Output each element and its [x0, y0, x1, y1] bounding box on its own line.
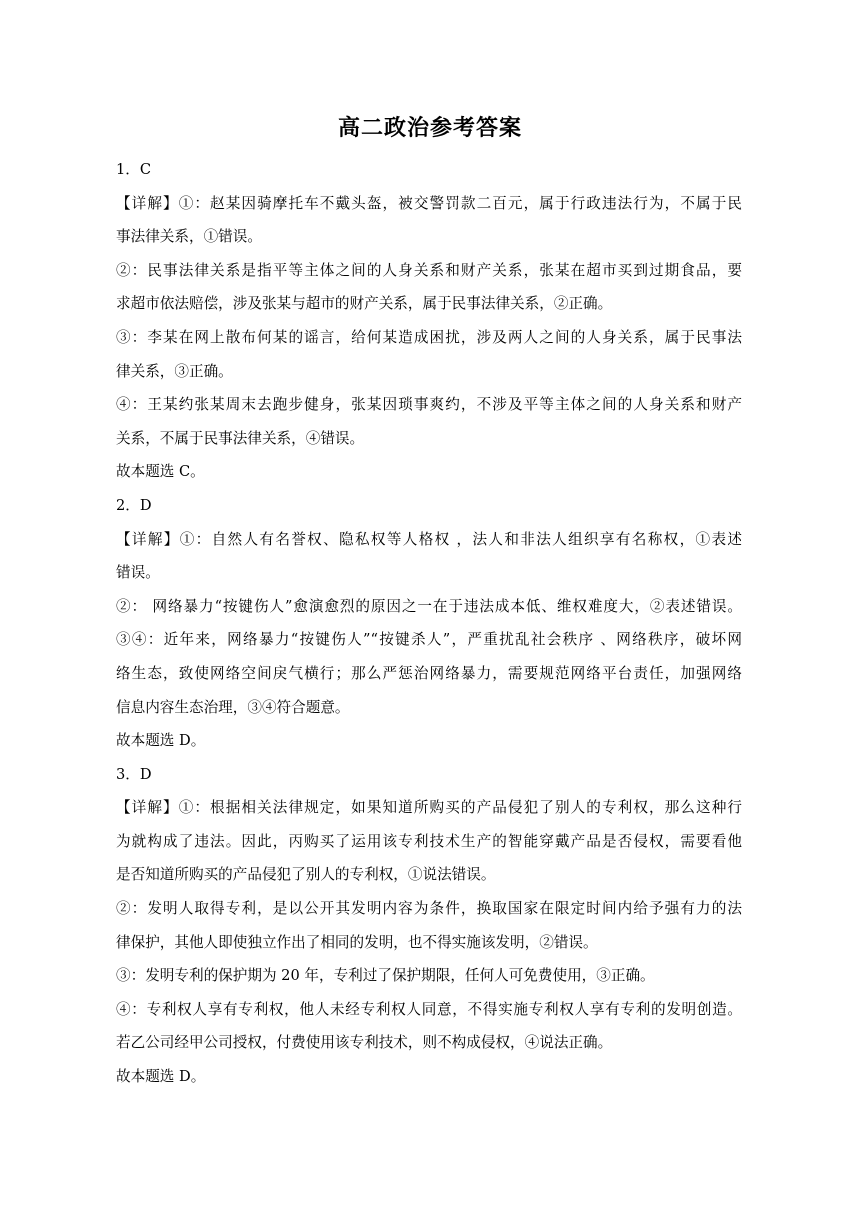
explanation-line: ④：王某约张某周末去跑步健身，张某因琐事爽约，不涉及平等主体之间的人身关系和财产: [116, 396, 742, 414]
explanation-line: 信息内容生态治理，③④符合题意。: [116, 698, 350, 716]
explanation-line: 【详解】①：赵某因骑摩托车不戴头盔，被交警罚款二百元，属于行政违法行为，不属于民: [116, 194, 742, 212]
explanation-line: ③：发明专利的保护期为 20 年，专利过了保护期限，任何人可免费使用，③正确。: [116, 967, 655, 985]
explanation-line: ③：李某在网上散布何某的谣言，给何某造成困扰，涉及两人之间的人身关系，属于民事法: [116, 328, 742, 346]
explanation-line: 事法律关系，①错误。: [116, 228, 262, 246]
explanation-line: 为就构成了违法。因此，丙购买了运用该专利技术生产的智能穿戴产品是否侵权，需要看他: [116, 832, 742, 850]
explanation-line: ②： 网络暴力“按键伤人”愈演愈烈的原因之一在于违法成本低、维权难度大，②表述错误。: [116, 597, 742, 615]
explanation-line: ③④：近年来，网络暴力“按键伤人”“按键杀人”，严重扰乱社会秩序 、网络秩序，破坏网: [116, 631, 742, 649]
explanation-line: ④：专利权人享有专利权，他人未经专利权人同意，不得实施专利权人享有专利的发明创造。: [116, 1000, 742, 1018]
conclusion-line: 故本题选 C。: [116, 463, 205, 481]
answer-number-2: 2．D: [116, 496, 152, 514]
explanation-line: 是否知道所购买的产品侵犯了别人的专利权，①说法错误。: [116, 866, 496, 884]
page-title: 高二政治参考答案: [337, 115, 522, 141]
answer-number-3: 3．D: [116, 765, 152, 783]
answer-number-1: 1．C: [116, 161, 152, 178]
explanation-line: 若乙公司经甲公司授权，付费使用该专利技术，则不构成侵权，④说法正确。: [116, 1034, 613, 1052]
explanation-line: 【详解】①：自然人有名誉权、隐私权等人格权 ，法人和非法人组织享有名称权，①表述: [116, 530, 742, 548]
explanation-line: ②：民事法律关系是指平等主体之间的人身关系和财产关系，张某在超市买到过期食品，要: [116, 261, 742, 279]
conclusion-line: 故本题选 D。: [116, 732, 206, 750]
explanation-line: 络生态，致使网络空间戾气横行；那么严惩治网络暴力，需要规范网络平台责任，加强网络: [116, 664, 742, 682]
answer-content: [116, 153, 742, 1094]
explanation-line: 关系，不属于民事法律关系，④错误。: [116, 429, 365, 447]
conclusion-line: 故本题选 D。: [116, 1068, 206, 1086]
explanation-line: ②：发明人取得专利，是以公开其发明内容为条件，换取国家在限定时间内给予强有力的法: [116, 900, 742, 918]
explanation-line: 律关系，③正确。: [116, 362, 233, 380]
explanation-line: 错误。: [116, 564, 160, 582]
explanation-line: 求超市依法赔偿，涉及张某与超市的财产关系，属于民事法律关系，②正确。: [116, 295, 613, 313]
explanation-line: 【详解】①：根据相关法律规定，如果知道所购买的产品侵犯了别人的专利权，那么这种行: [116, 799, 742, 817]
explanation-line: 律保护，其他人即使独立作出了相同的发明，也不得实施该发明，②错误。: [116, 933, 598, 951]
